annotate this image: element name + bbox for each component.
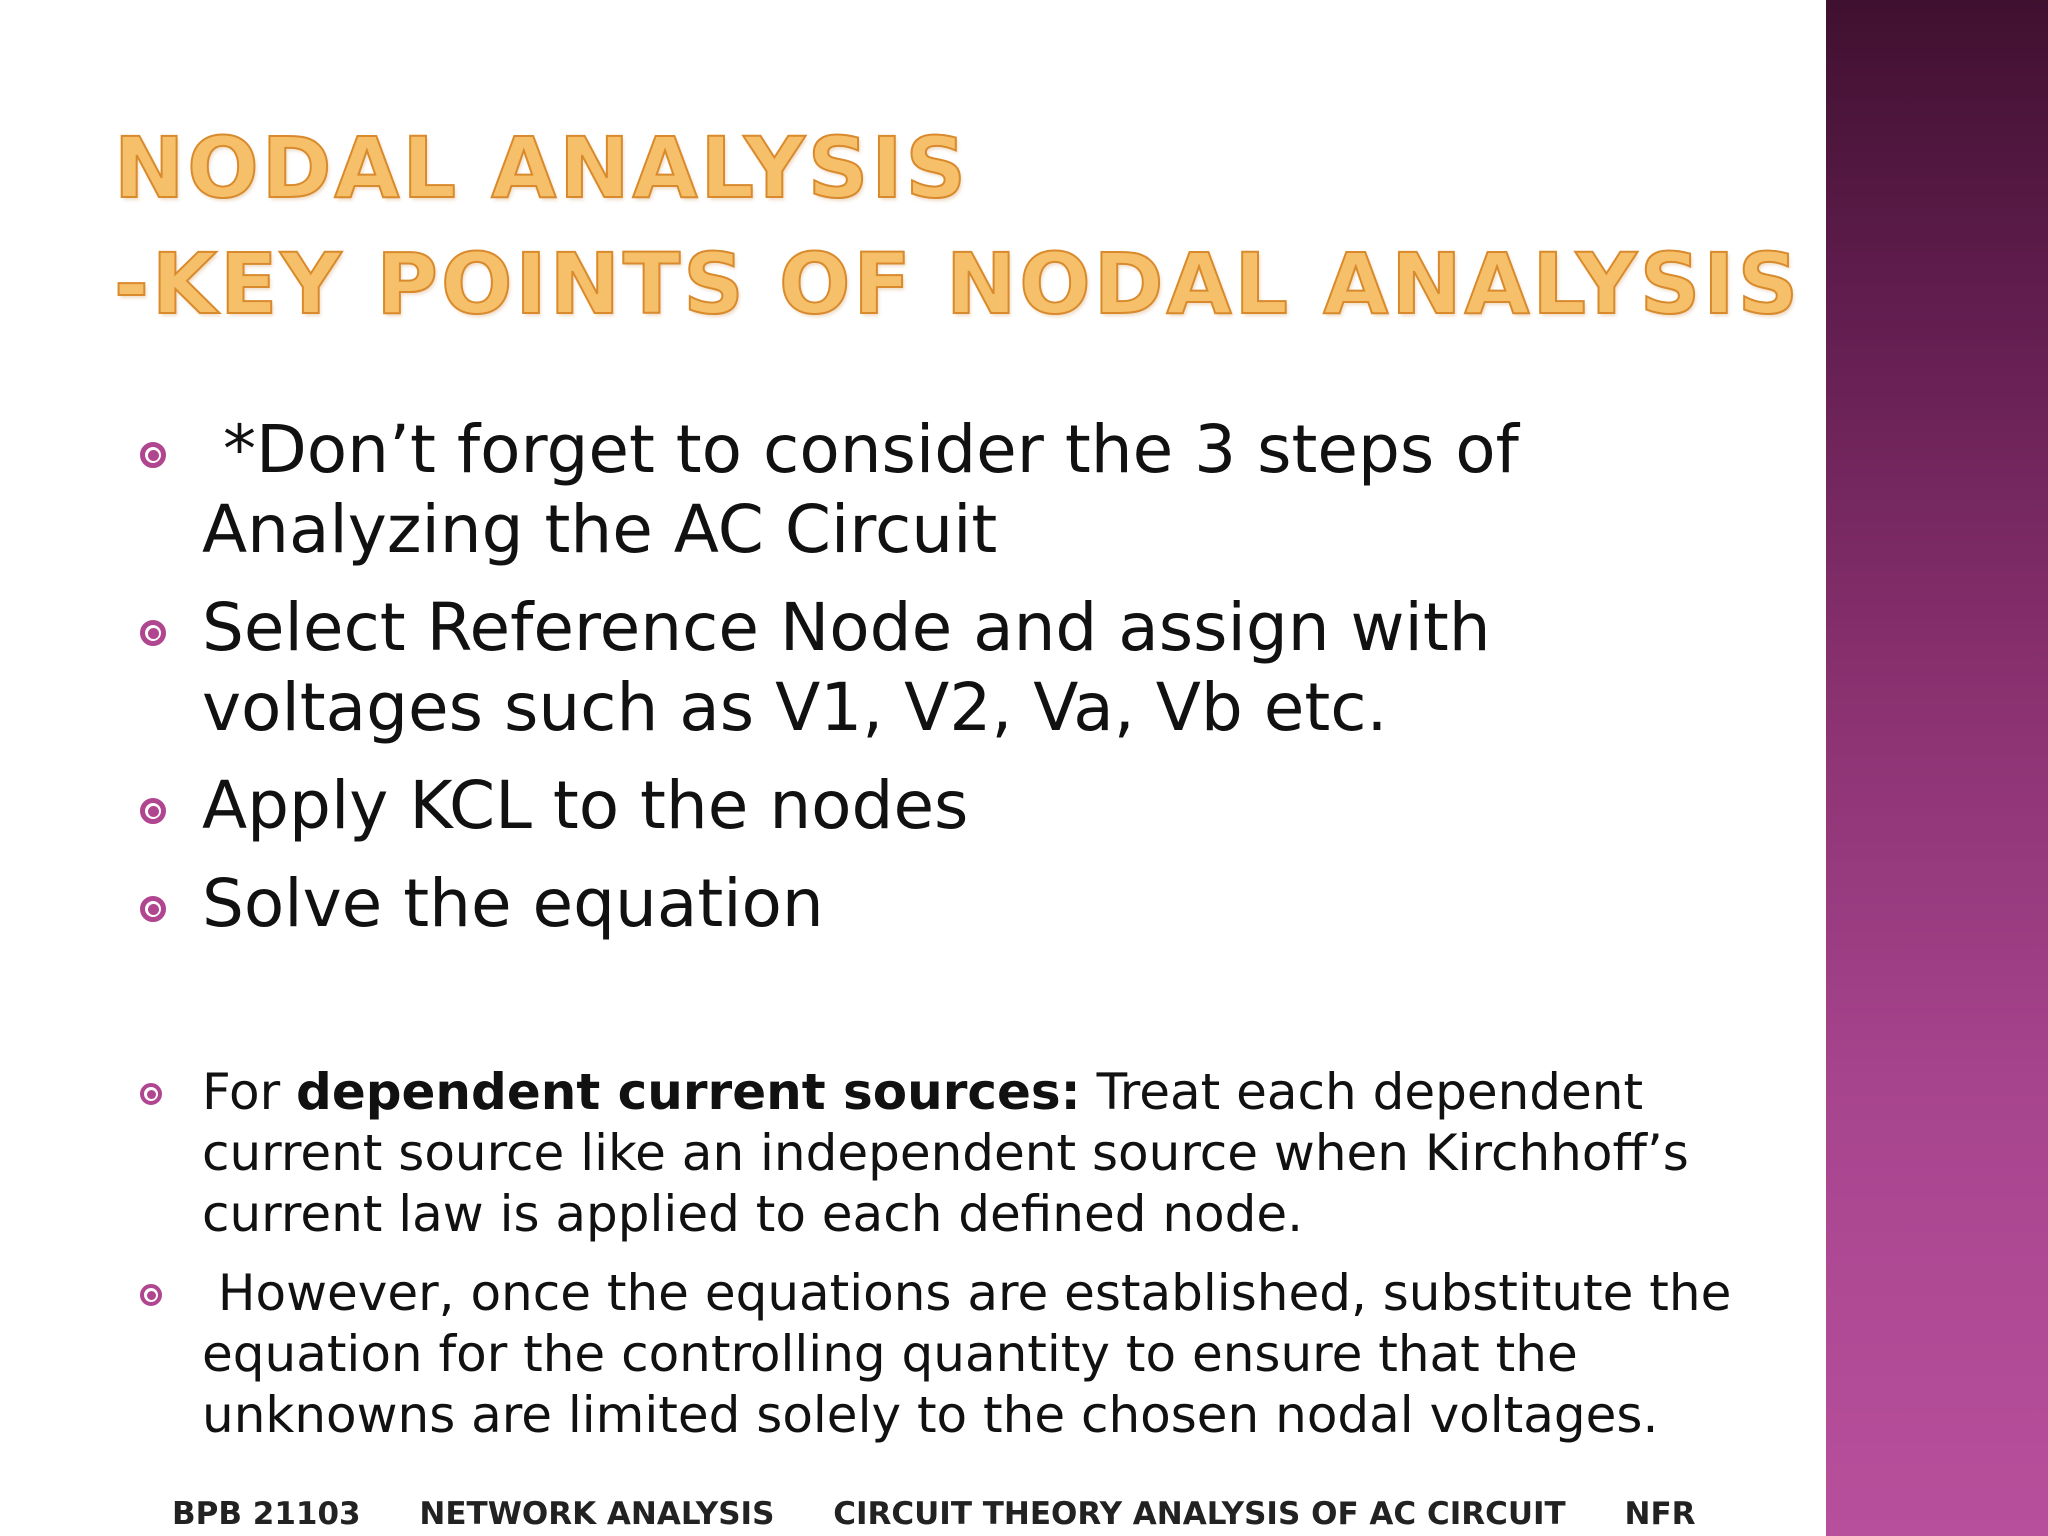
slide-title xyxy=(114,110,1801,342)
title-line-1: NODAL ANALYSIS xyxy=(114,119,970,217)
note-bold-term: dependent current sources: xyxy=(296,1063,1081,1121)
note-text: However, once the equations are established, substitute the equation for the controlling quantity to ensure that the unknowns are limited solely to the chosen nodal voltages. xyxy=(202,1264,1748,1444)
slide-footer xyxy=(172,1494,1744,1534)
bullet-item xyxy=(140,864,1740,944)
footer-course-name: NETWORK ANALYSIS xyxy=(419,1496,775,1532)
bullet-icon xyxy=(140,798,166,824)
bullet-icon xyxy=(140,1083,162,1105)
title-line-2: -KEY POINTS OF NODAL ANALYSIS xyxy=(114,235,1802,333)
bullet-icon xyxy=(140,1284,162,1306)
bullet-icon xyxy=(140,896,166,922)
footer-topic: CIRCUIT THEORY ANALYSIS OF AC CIRCUIT xyxy=(833,1496,1566,1532)
decorative-side-band xyxy=(1826,0,2048,1536)
bullet-text: Apply KCL to the nodes xyxy=(202,767,969,844)
bullet-icon xyxy=(140,442,166,468)
bullet-item xyxy=(140,766,1740,846)
note-however xyxy=(140,1263,1748,1446)
bullet-list xyxy=(140,410,1748,1464)
bullet-text: Select Reference Node and assign with voltages such as V1, V2, Va, Vb etc. xyxy=(202,589,1491,746)
footer-author: NFR xyxy=(1624,1496,1696,1532)
bullet-item xyxy=(140,588,1740,748)
bullet-item xyxy=(140,410,1740,570)
bullet-text: *Don’t forget to consider the 3 steps of Analyzing the AC Circuit xyxy=(202,411,1540,568)
bullet-icon xyxy=(140,620,166,646)
note-dependent-sources xyxy=(140,1062,1740,1245)
footer-course-code: BPB 21103 xyxy=(172,1496,361,1532)
note-prefix: For xyxy=(202,1063,297,1121)
bullet-text: Solve the equation xyxy=(202,865,824,942)
spacer xyxy=(140,962,1740,1062)
note-rest: Treat each dependent current source like an independent source when Kirchhoff’s current law is applied to each defined node. xyxy=(202,1063,1705,1243)
